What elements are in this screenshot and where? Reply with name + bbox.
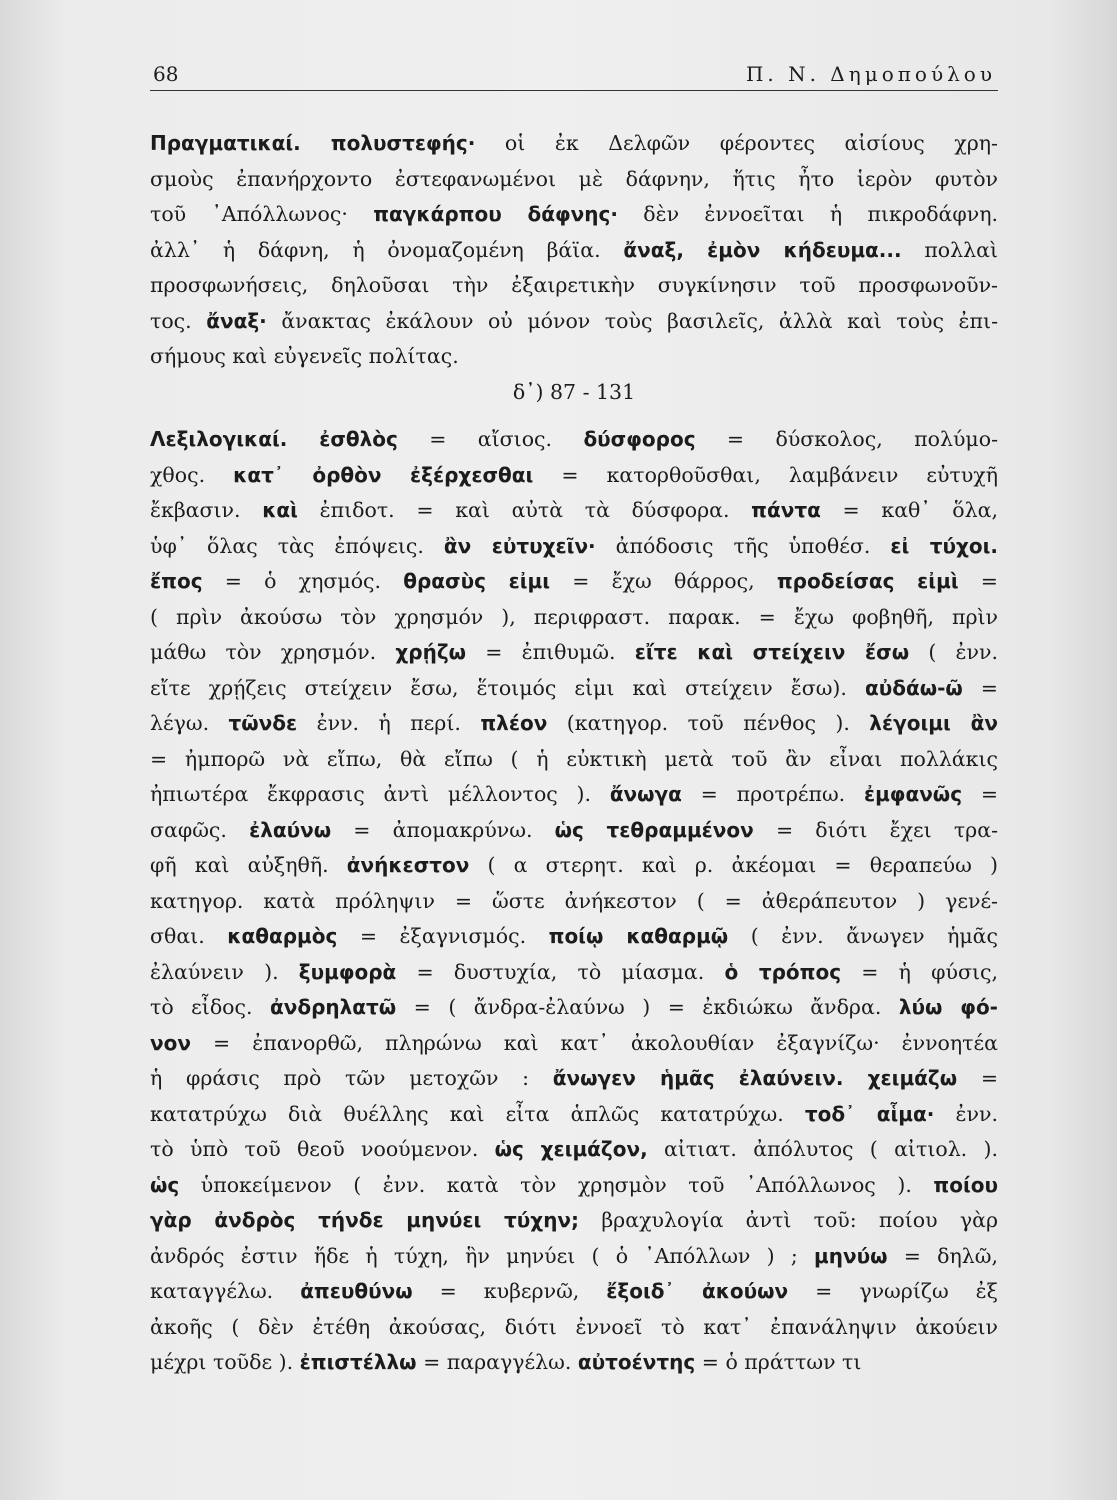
gloss-text: ἔκβασιν. — [150, 498, 263, 522]
lemma-term: ἐμφανῶς — [863, 782, 963, 806]
lemma-term: ἄνωγεν ἡμᾶς ἐλαύνειν. χειμάζω — [552, 1066, 958, 1090]
text-line — [150, 884, 998, 920]
lemma-term: καθαρμὸς — [227, 924, 338, 948]
lemma-term: ἔπος — [150, 569, 203, 593]
lemma-term: μηνύω — [814, 1243, 888, 1268]
lemma-term: προδείσας εἰμὶ — [776, 569, 959, 593]
text-line — [150, 848, 998, 884]
lemma-term: Πραγματικαί. πολυστεφής· — [150, 131, 476, 155]
text-line — [150, 493, 998, 529]
text-line — [150, 564, 998, 600]
lemma-term: ξυμφορὰ — [298, 959, 397, 984]
gloss-text: ( ἐνν. — [909, 640, 998, 664]
page-body — [150, 126, 998, 1381]
gloss-text: κατατρύχω διὰ θυέλλης καὶ εἶτα ἁπλῶς κατατρύχω. — [150, 1101, 805, 1126]
gloss-text: = γνωρίζω ἐξ — [788, 1279, 998, 1303]
gloss-text: = ἐπανορθῶ, πληρώνω καὶ κατ᾿ ἀκολουθίαν ἐξαγνίζω· ἐννοητέα — [191, 1030, 998, 1055]
gloss-text: = κυβερνῶ, — [412, 1279, 607, 1303]
gloss-text: = δυστυχία, τὸ μίασμα. — [396, 959, 725, 984]
text-line — [150, 1132, 998, 1168]
gloss-text: προσφωνήσεις, δηλοῦσαι τὴν ἐξαιρετικὴν συγκίνησιν τοῦ προσφωνοῦν- — [150, 273, 998, 297]
gloss-text: φῆ καὶ αὐξηθῆ. — [150, 853, 347, 877]
lemma-term: θρασὺς εἰμι — [403, 569, 551, 593]
text-line — [150, 1061, 998, 1097]
gloss-text: δὲν ἐννοεῖται ἡ πικροδάφνη. — [617, 202, 998, 226]
gloss-text: = — [962, 782, 998, 806]
gloss-text: = — [957, 1066, 998, 1090]
paragraph-lexilogikai — [150, 422, 998, 1381]
gloss-text: ἀκοῆς ( δὲν ἐτέθη ἀκούσας, διότι ἐννοεῖ τὸ κατ᾿ ἐπανάληψιν ἀκούειν — [150, 1314, 998, 1339]
gloss-text: = κατορθοῦσθαι, λαμβάνειν εὐτυχῆ — [533, 462, 998, 487]
gloss-text: ἠπιωτέρα ἔκφρασις ἀντὶ μέλλοντος ). — [150, 782, 610, 806]
gloss-text: ( ἐνν. ἄνωγεν ἡμᾶς — [728, 924, 998, 948]
gloss-text: (κατηγορ. τοῦ πένθος ). — [547, 711, 870, 735]
text-line — [150, 1026, 998, 1062]
gloss-text: = ἔχω θάρρος, — [550, 569, 777, 593]
text-line — [150, 1310, 998, 1346]
text-line — [150, 162, 998, 198]
gloss-text: ἀλλ᾿ ἡ δάφνη, ἡ ὀνομαζομένη βάϊα. — [150, 237, 624, 262]
gloss-text: = ἀπομακρύνω. — [331, 817, 555, 842]
gloss-text: σμοὺς ἐπανήρχοντο ἐστεφανωμένοι μὲ δάφνην, ἥτις ἦτο ἱερὸν φυτὸν — [150, 166, 998, 191]
section-heading: δ᾿) 87 - 131 — [512, 379, 636, 404]
gloss-text: μέχρι τοῦδε ). — [150, 1350, 300, 1374]
gloss-text: τὸ ὑπὸ τοῦ θεοῦ νοούμενον. — [150, 1137, 495, 1161]
lemma-term: ἀνδρηλατῶ — [269, 995, 397, 1019]
gloss-text: = προτρέπω. — [681, 782, 864, 806]
text-line — [150, 1203, 998, 1239]
lemma-term: εἴτε καὶ στείχειν ἔσω — [634, 640, 910, 664]
text-line — [150, 742, 998, 778]
lemma-term: χρῄζω — [395, 640, 467, 664]
lemma-term: ἔξοιδ᾿ ἀκούων — [606, 1279, 789, 1303]
lemma-term: αὐδάω-ῶ — [864, 675, 963, 700]
gloss-text: ( α στερητ. καὶ ρ. ἀκέομαι = θεραπεύω ) — [469, 853, 998, 877]
gloss-text: καταγγέλω. — [150, 1279, 301, 1303]
text-line — [150, 706, 998, 742]
text-line — [150, 671, 998, 707]
lemma-term: νον — [150, 1030, 191, 1055]
lemma-term: τοδ᾿ αἷμα· — [804, 1101, 935, 1126]
lemma-term: ὁ τρόπος — [724, 959, 842, 984]
lemma-term: πλέον — [480, 711, 548, 735]
gloss-text: ἐνν. — [934, 1101, 998, 1126]
gloss-text: = διότι ἔχει τρα- — [753, 817, 998, 842]
lemma-term: παγκάρπου δάφνης· — [373, 202, 618, 226]
lemma-term: Λεξιλογικαί. ἐσθλὸς — [150, 427, 398, 451]
lemma-term: ἄναξ· — [206, 308, 267, 333]
text-line — [150, 1274, 998, 1310]
lemma-term: ἐπιστέλλω — [299, 1350, 417, 1374]
lemma-term: τῶνδε — [228, 711, 298, 735]
gloss-text: = καθ᾿ ὅλα, — [820, 498, 998, 522]
gloss-text: εἴτε χρῄζεις στείχειν ἔσω, ἕτοιμός εἰμι καὶ στείχειν ἔσω). — [150, 675, 865, 700]
lemma-term: γὰρ ἀνδρὸς τήνδε μηνύει τύχην; — [150, 1208, 580, 1232]
page-number: 68 — [153, 62, 179, 86]
text-line — [150, 197, 998, 233]
gloss-text: = ἐπιθυμῶ. — [466, 640, 635, 664]
gloss-text: = ὁ χησμός. — [202, 569, 404, 593]
gloss-text: ἐλαύνειν ). — [150, 959, 299, 984]
text-line — [150, 635, 998, 671]
lemma-term: ὡς χειμάζον, — [494, 1137, 648, 1161]
gloss-text: = παραγγέλω. — [416, 1350, 578, 1374]
gloss-text: = — [962, 675, 998, 700]
lemma-term: ποίῳ καθαρμῷ — [548, 924, 729, 948]
gloss-text: βραχυλογία ἀντὶ τοῦ: ποίου γὰρ — [579, 1208, 998, 1232]
gloss-text: ἡ φράσις πρὸ τῶν μετοχῶν : — [150, 1066, 553, 1090]
lemma-term: κατ᾿ ὀρθὸν ἐξέρχεσθαι — [233, 462, 534, 487]
lemma-term: ὡς — [150, 1172, 180, 1197]
gloss-text: = ὁ πράττων τι — [695, 1350, 862, 1374]
gloss-text: = αἴσιος. — [397, 427, 584, 451]
text-line — [150, 1168, 998, 1204]
gloss-text: οἱ ἐκ Δελφῶν φέροντες αἰσίους χρη- — [475, 131, 998, 155]
gloss-text: = — [958, 569, 998, 593]
text-line — [150, 813, 998, 849]
gloss-text: ἄνακτας ἐκάλουν οὐ μόνον τοὺς βασιλεῖς, ἀλλὰ καὶ τοὺς ἐπι- — [266, 308, 998, 333]
gloss-text: ὑποκείμενον ( ἐνν. κατὰ τὸν χρησμὸν τοῦ ᾿Απόλλωνος ). — [179, 1172, 934, 1197]
lemma-term: ἄνωγα — [609, 782, 682, 806]
lemma-term: λέγοιμι ἂν — [869, 711, 998, 735]
gloss-text: σαφῶς. — [150, 817, 250, 842]
gloss-text: = δηλῶ, — [887, 1243, 998, 1268]
paragraph-pragmatikai — [150, 126, 998, 375]
gloss-text: πολλαὶ — [901, 237, 998, 262]
gloss-text: τοῦ ᾿Απόλλωνος· — [150, 202, 374, 226]
gloss-text: = ἡ φύσις, — [841, 959, 998, 984]
gloss-text: σθαι. — [150, 924, 228, 948]
gloss-text: κατηγορ. κατὰ πρόληψιν = ὥστε ἀνήκεστον ( = ἀθεράπευτον ) γενέ- — [150, 888, 998, 913]
lemma-term: ποίου — [933, 1172, 998, 1197]
running-header — [150, 58, 998, 91]
text-line — [150, 304, 998, 340]
gloss-text: ὑφ᾿ ὅλας τὰς ἐπόψεις. — [150, 533, 444, 558]
text-line — [150, 529, 998, 565]
text-line — [150, 233, 998, 269]
running-author: Π. Ν. Δημοπούλου — [745, 62, 996, 86]
text-line — [150, 919, 998, 955]
text-line — [150, 990, 998, 1026]
lemma-term: καὶ — [262, 498, 298, 522]
gloss-text: χθος. — [150, 462, 234, 487]
gloss-text: λέγω. — [150, 711, 229, 735]
lemma-term: πάντα — [751, 498, 821, 522]
gloss-text: τὸ εἶδος. — [150, 995, 270, 1019]
lemma-term: λύω φό- — [898, 995, 998, 1019]
lemma-term: εἰ τύχοι. — [890, 533, 998, 558]
lemma-term: ὡς τεθραμμένον — [554, 817, 754, 842]
lemma-term: ἄναξ, ἐμὸν κήδευμα... — [623, 237, 902, 262]
text-line — [150, 1097, 998, 1133]
lemma-term: δύσφορος — [583, 427, 696, 451]
text-line — [150, 600, 998, 636]
text-line — [150, 777, 998, 813]
gloss-text: = ( ἄνδρα-ἐλαύνω ) = ἐκδιώκω ἄνδρα. — [396, 995, 899, 1019]
gloss-text: ἀπόδοσις τῆς ὑποθέσ. — [595, 533, 891, 558]
gloss-text: ἐνν. ἡ περί. — [297, 711, 481, 735]
text-line — [150, 339, 998, 375]
gloss-text: μάθω τὸν χρησμόν. — [150, 640, 396, 664]
gloss-text: = ἠμπορῶ νὰ εἴπω, θὰ εἴπω ( ἡ εὐκτικὴ μετὰ τοῦ ἂν εἶναι πολλάκις — [150, 746, 998, 771]
gloss-text: τος. — [150, 308, 207, 333]
gloss-text: = δύσκολος, πολύμο- — [695, 427, 998, 451]
text-line — [150, 422, 998, 458]
gloss-text: ( πρὶν ἀκούσω τὸν χρησμόν ), περιφραστ. παρακ. = ἔχω φοβηθῆ, πρὶν — [150, 604, 998, 629]
text-line — [150, 1345, 998, 1381]
text-line — [150, 458, 998, 494]
lemma-term: ἀπευθύνω — [300, 1279, 413, 1303]
gloss-text: = ἐξαγνισμός. — [337, 924, 549, 948]
text-line — [150, 126, 998, 162]
gloss-text: αἰτιατ. ἀπόλυτος ( αἰτιολ. ). — [647, 1137, 998, 1161]
gloss-text: ἀνδρός ἐστιν ἥδε ἡ τύχη, ἣν μηνύει ( ὁ ᾿Απόλλων ) ; — [150, 1243, 815, 1268]
lemma-term: ἂν εὐτυχεῖν· — [443, 533, 596, 558]
text-line — [150, 1239, 998, 1275]
text-line — [150, 955, 998, 991]
text-line — [150, 268, 998, 304]
lemma-term: ἀνήκεστον — [346, 853, 470, 877]
lemma-term: ἐλαύνω — [249, 817, 332, 842]
gloss-text: ἐπιδοτ. = καὶ αὐτὰ τὰ δύσφορα. — [297, 498, 752, 522]
gloss-text: σήμους καὶ εὐγενεῖς πολίτας. — [150, 344, 459, 368]
lemma-term: αὐτοέντης — [577, 1350, 696, 1374]
